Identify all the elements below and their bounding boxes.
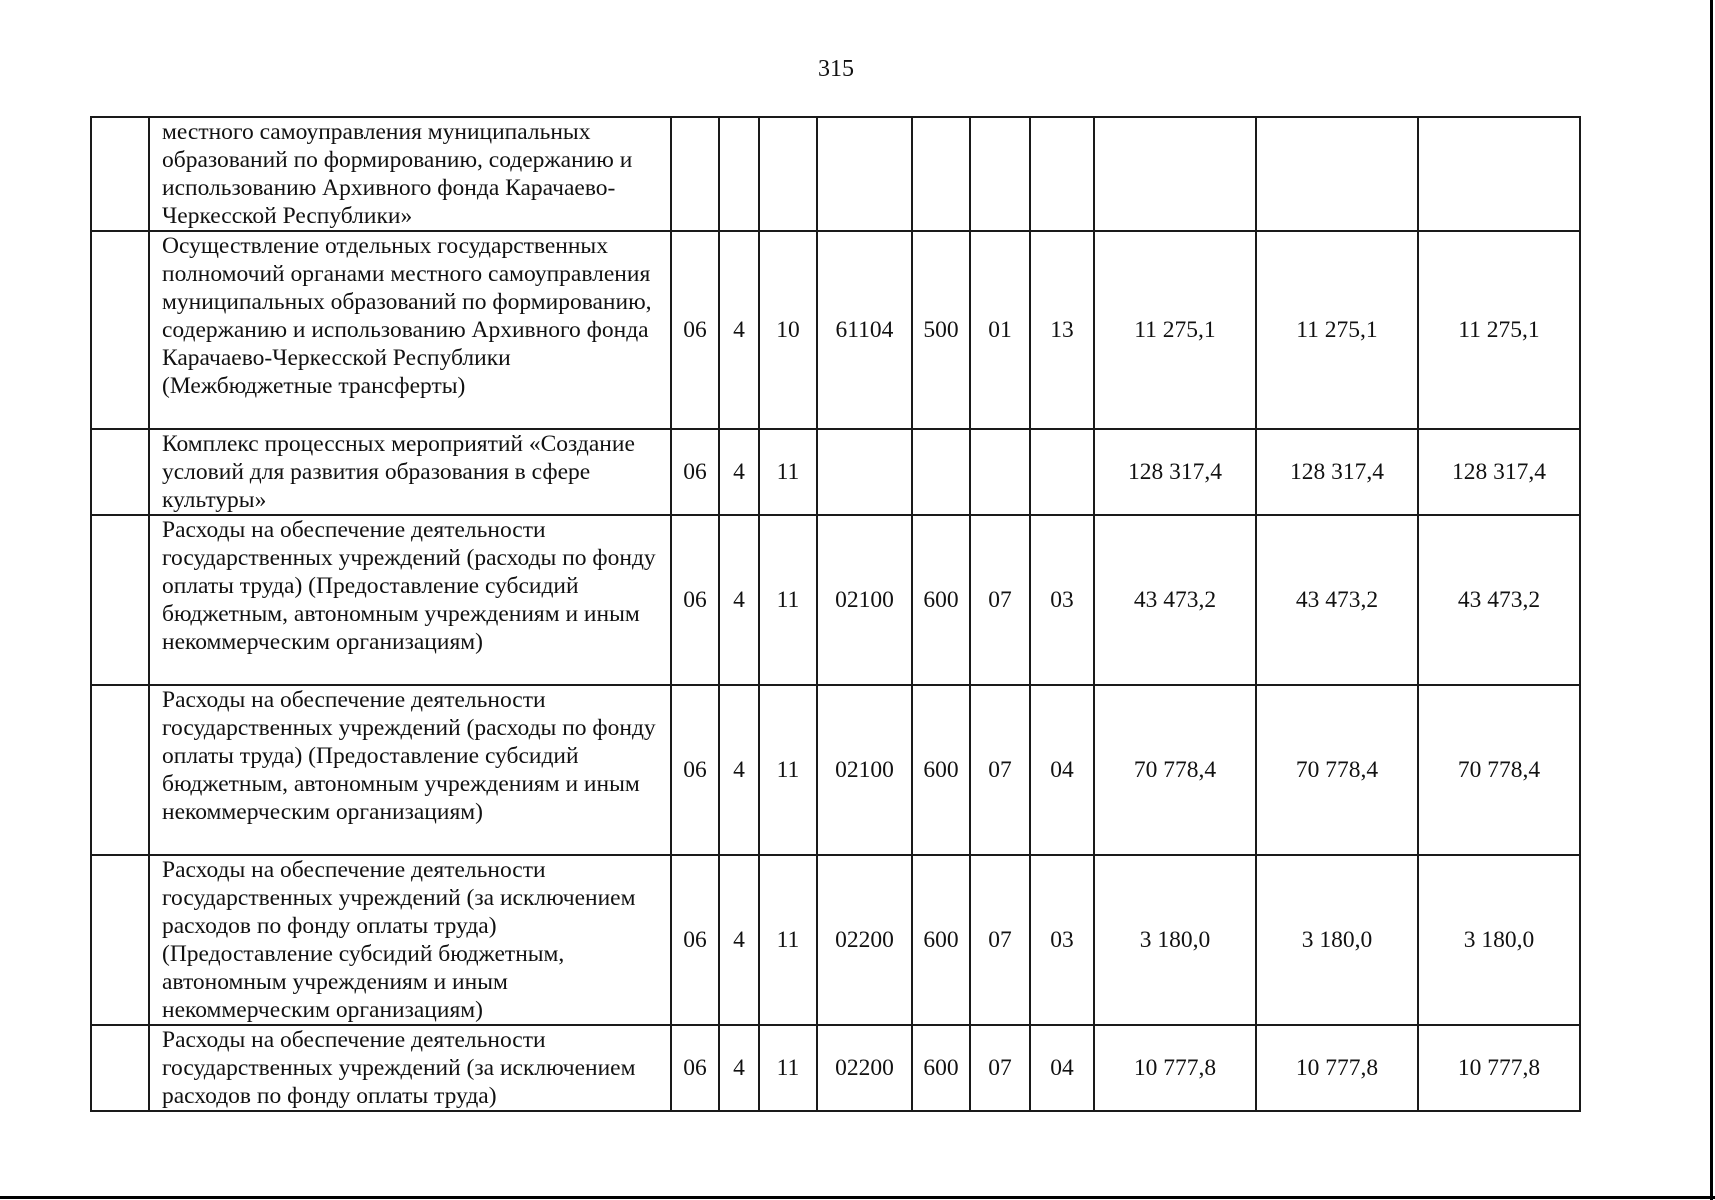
amount-cell: 3 180,0	[1256, 855, 1418, 1025]
code-cell: 03	[1030, 515, 1094, 685]
code-cell	[817, 117, 912, 231]
code-cell: 600	[912, 1025, 970, 1111]
code-cell: 4	[719, 515, 759, 685]
amount-cell: 11 275,1	[1094, 231, 1256, 429]
amount-cell: 10 777,8	[1094, 1025, 1256, 1111]
row-number-cell	[91, 231, 149, 429]
code-cell: 04	[1030, 685, 1094, 855]
row-number-cell	[91, 429, 149, 515]
code-cell: 06	[671, 1025, 719, 1111]
code-cell	[817, 429, 912, 515]
table-row	[91, 429, 1580, 515]
code-cell	[970, 429, 1030, 515]
code-cell: 4	[719, 685, 759, 855]
code-cell: 06	[671, 685, 719, 855]
amount-cell: 43 473,2	[1094, 515, 1256, 685]
code-cell	[912, 117, 970, 231]
code-cell: 06	[671, 515, 719, 685]
scan-edge-bottom	[0, 1196, 1715, 1199]
amount-cell: 43 473,2	[1256, 515, 1418, 685]
page-number: 315	[818, 56, 854, 82]
code-cell: 02200	[817, 1025, 912, 1111]
item-name-cell: Расходы на обеспечение деятельности государственных учреждений (расходы по фонду оплаты труда) (Предоставление субсидий бюджетным, автономным учреждениям и иным некоммерческим организациям)	[149, 515, 671, 685]
code-cell: 02100	[817, 515, 912, 685]
code-cell: 13	[1030, 231, 1094, 429]
code-cell	[1030, 117, 1094, 231]
item-name-cell: местного самоуправления муниципальных образований по формированию, содержанию и использованию Архивного фонда Карачаево-Черкесской Республики»	[149, 117, 671, 231]
table-row	[91, 515, 1580, 685]
code-cell: 11	[759, 515, 817, 685]
code-cell: 500	[912, 231, 970, 429]
code-cell: 11	[759, 1025, 817, 1111]
row-number-cell	[91, 855, 149, 1025]
amount-cell: 128 317,4	[1256, 429, 1418, 515]
table-row	[91, 231, 1580, 429]
amount-cell	[1256, 117, 1418, 231]
code-cell: 4	[719, 429, 759, 515]
amount-cell: 70 778,4	[1418, 685, 1580, 855]
code-cell: 06	[671, 429, 719, 515]
table-row	[91, 685, 1580, 855]
budget-table	[90, 116, 1581, 1112]
amount-cell: 43 473,2	[1418, 515, 1580, 685]
amount-cell: 128 317,4	[1094, 429, 1256, 515]
code-cell: 4	[719, 231, 759, 429]
code-cell: 04	[1030, 1025, 1094, 1111]
code-cell: 01	[970, 231, 1030, 429]
code-cell: 07	[970, 515, 1030, 685]
code-cell: 06	[671, 855, 719, 1025]
row-number-cell	[91, 117, 149, 231]
code-cell: 02200	[817, 855, 912, 1025]
row-number-cell	[91, 515, 149, 685]
code-cell: 11	[759, 855, 817, 1025]
code-cell	[671, 117, 719, 231]
amount-cell: 11 275,1	[1256, 231, 1418, 429]
code-cell: 06	[671, 231, 719, 429]
amount-cell: 10 777,8	[1418, 1025, 1580, 1111]
code-cell	[759, 117, 817, 231]
amount-cell: 70 778,4	[1094, 685, 1256, 855]
code-cell: 4	[719, 1025, 759, 1111]
amount-cell: 11 275,1	[1418, 231, 1580, 429]
amount-cell: 3 180,0	[1418, 855, 1580, 1025]
amount-cell	[1418, 117, 1580, 231]
table-row	[91, 1025, 1580, 1111]
code-cell	[719, 117, 759, 231]
code-cell: 07	[970, 685, 1030, 855]
code-cell: 03	[1030, 855, 1094, 1025]
code-cell: 11	[759, 685, 817, 855]
code-cell	[970, 117, 1030, 231]
amount-cell: 70 778,4	[1256, 685, 1418, 855]
code-cell: 600	[912, 855, 970, 1025]
table-body	[91, 117, 1580, 1111]
code-cell: 11	[759, 429, 817, 515]
scan-edge-right	[1710, 0, 1713, 1200]
item-name-cell: Расходы на обеспечение деятельности государственных учреждений (за исключением расходов по фонду оплаты труда) (Предоставление субсидий бюджетным, автономным учреждениям и иным некоммерческим организациям)	[149, 855, 671, 1025]
item-name-cell: Комплекс процессных мероприятий «Создание условий для развития образования в сфере культуры»	[149, 429, 671, 515]
amount-cell	[1094, 117, 1256, 231]
code-cell	[912, 429, 970, 515]
amount-cell: 128 317,4	[1418, 429, 1580, 515]
code-cell: 600	[912, 515, 970, 685]
code-cell: 02100	[817, 685, 912, 855]
amount-cell: 3 180,0	[1094, 855, 1256, 1025]
code-cell: 07	[970, 855, 1030, 1025]
code-cell: 61104	[817, 231, 912, 429]
row-number-cell	[91, 1025, 149, 1111]
code-cell: 600	[912, 685, 970, 855]
code-cell	[1030, 429, 1094, 515]
code-cell: 10	[759, 231, 817, 429]
amount-cell: 10 777,8	[1256, 1025, 1418, 1111]
item-name-cell: Расходы на обеспечение деятельности государственных учреждений (за исключением расходов по фонду оплаты труда)	[149, 1025, 671, 1111]
item-name-cell: Осуществление отдельных государственных полномочий органами местного самоуправления муниципальных образований по формированию, содержанию и использованию Архивного фонда Карачаево-Черкесской Республики (Межбюджетные трансферты)	[149, 231, 671, 429]
item-name-cell: Расходы на обеспечение деятельности государственных учреждений (расходы по фонду оплаты труда) (Предоставление субсидий бюджетным, автономным учреждениям и иным некоммерческим организациям)	[149, 685, 671, 855]
code-cell: 07	[970, 1025, 1030, 1111]
table-row	[91, 117, 1580, 231]
table-row	[91, 855, 1580, 1025]
row-number-cell	[91, 685, 149, 855]
code-cell: 4	[719, 855, 759, 1025]
